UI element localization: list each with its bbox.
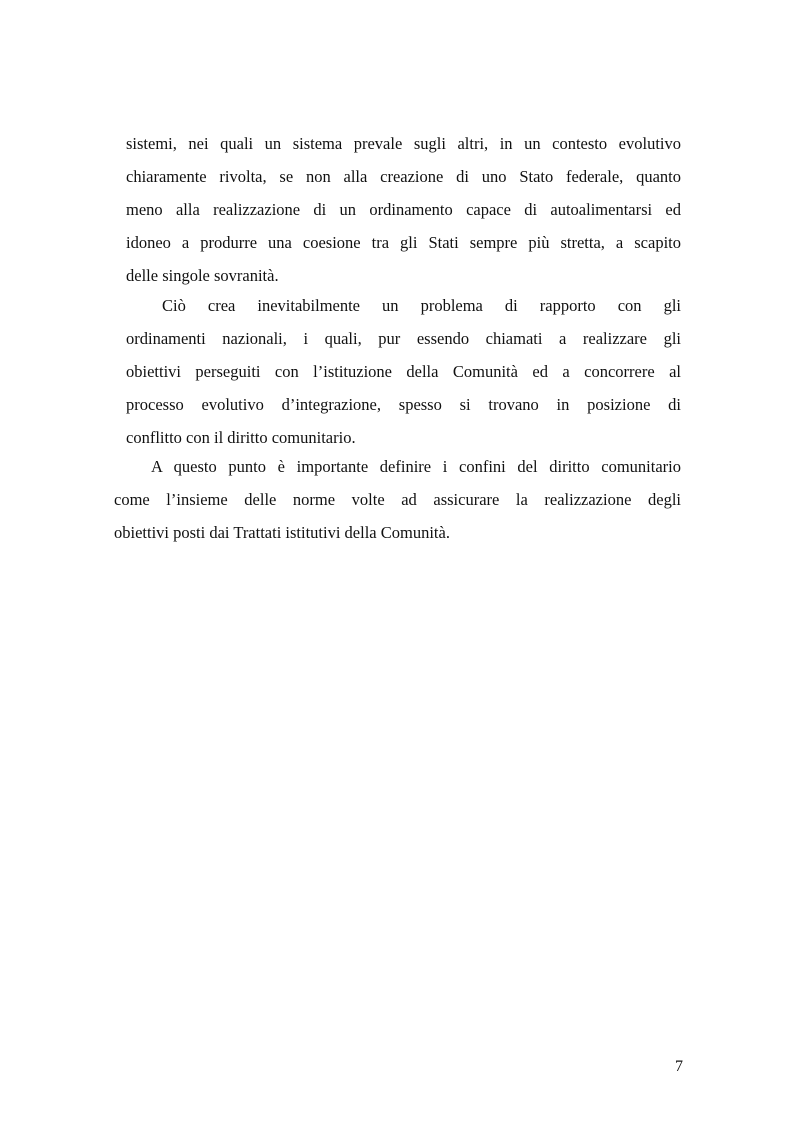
paragraph-1	[126, 127, 681, 292]
paragraph-line: A questo punto è importante definire i confini del diritto comunitario	[151, 457, 681, 476]
paragraph-line: ordinamenti nazionali, i quali, pur essendo chiamati a realizzare gli	[126, 329, 681, 348]
paragraph-line: delle singole sovranità.	[126, 266, 279, 285]
paragraph-line: sistemi, nei quali un sistema prevale sugli altri, in un contesto evolutivo	[126, 134, 681, 153]
paragraph-line: conflitto con il diritto comunitario.	[126, 428, 356, 447]
paragraph-line: processo evolutivo d’integrazione, spesso si trovano in posizione di	[126, 395, 681, 414]
paragraph-2	[126, 289, 681, 454]
paragraph-3	[114, 450, 681, 549]
page-number: 7	[675, 1058, 683, 1075]
paragraph-line: obiettivi perseguiti con l’istituzione della Comunità ed a concorrere al	[126, 362, 681, 381]
paragraph-line: meno alla realizzazione di un ordinamento capace di autoalimentarsi ed	[126, 200, 681, 219]
paragraph-line: idoneo a produrre una coesione tra gli Stati sempre più stretta, a scapito	[126, 233, 681, 252]
paragraph-line: Ciò crea inevitabilmente un problema di rapporto con gli	[162, 296, 681, 315]
paragraph-line: chiaramente rivolta, se non alla creazione di uno Stato federale, quanto	[126, 167, 681, 186]
paragraph-line: obiettivi posti dai Trattati istitutivi della Comunità.	[114, 523, 450, 542]
paragraph-line: come l’insieme delle norme volte ad assicurare la realizzazione degli	[114, 490, 681, 509]
